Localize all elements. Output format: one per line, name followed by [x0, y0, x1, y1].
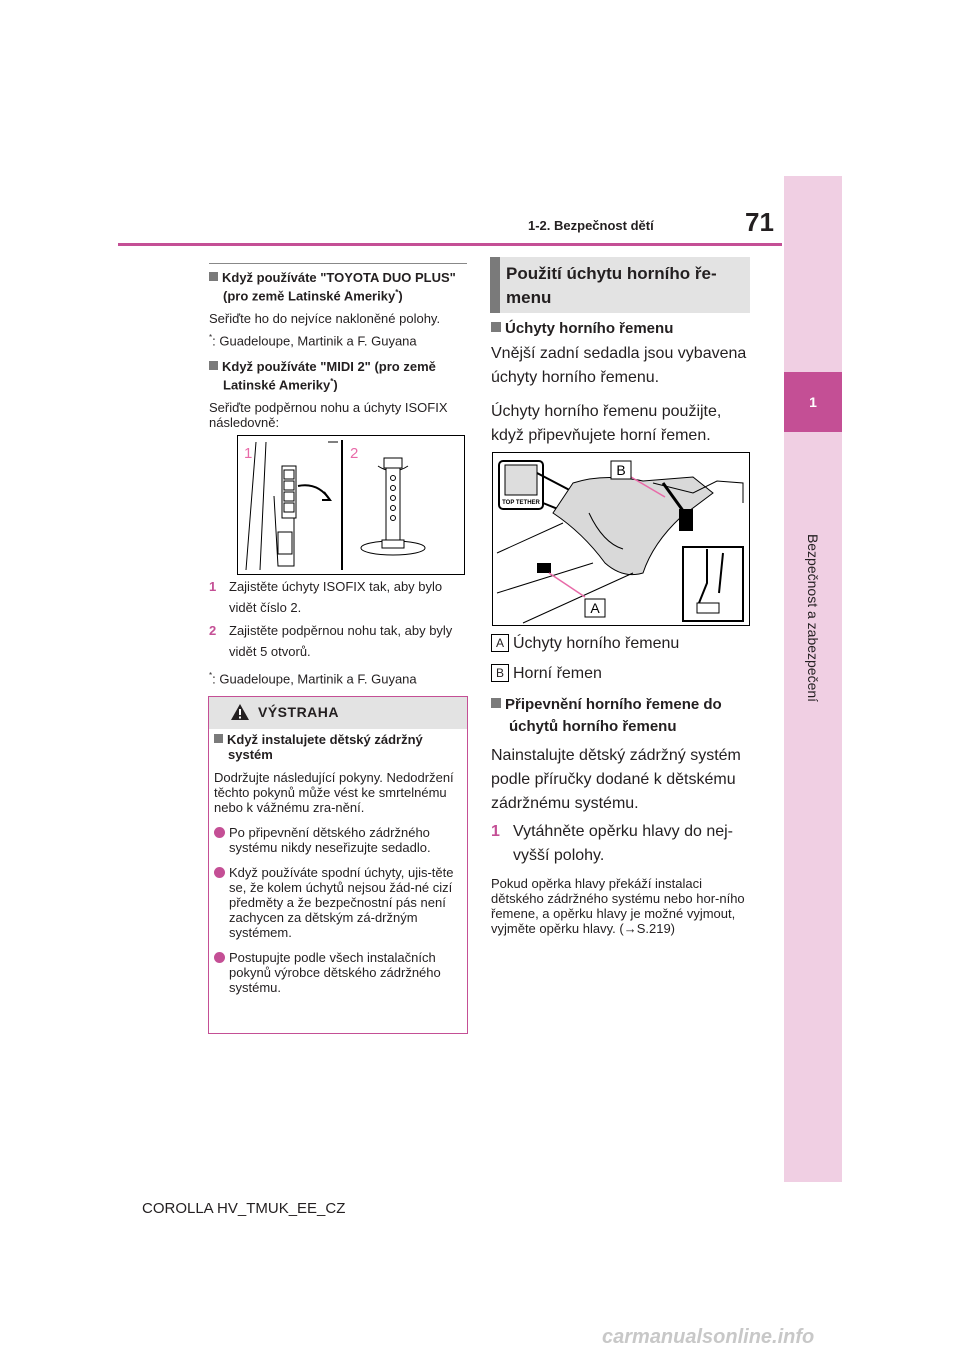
bullet-dot-icon [214, 952, 225, 963]
footnote: *: Guadeloupe, Martinik a F. Guyana [209, 333, 417, 349]
legend-a: A Úchyty horního řemenu [491, 632, 753, 656]
isofix-figure [237, 435, 465, 575]
top-tether-illustration [493, 453, 749, 625]
paragraph: Seřiďte ho do nejvíce nakloněné polohy. [209, 311, 441, 327]
square-bullet-icon [209, 272, 218, 281]
paragraph: Vnější zadní sedadla jsou vybavena úchyty horního řemenu. [491, 345, 747, 386]
step-1: 1 Zajistěte úchyty ISOFIX tak, aby bylo vidět číslo 2. [209, 579, 443, 615]
fig-label-1: 1 [244, 445, 253, 462]
warning-heading: Když instalujete dětský zádržný systém [214, 732, 464, 762]
subheading-duo-plus: Když používáte "TOYOTA DUO PLUS" (pro země Latinské Ameriky*) [209, 270, 467, 303]
square-bullet-icon [491, 698, 501, 708]
warning-bullet: Postupujte podle všech instalačních pokynů výrobce dětského zádržného systému. [214, 950, 464, 995]
warning-title: VÝSTRAHA [258, 704, 340, 720]
chapter-label: Bezpečnost a zabezpečení [805, 533, 821, 703]
chapter-number: 1 [784, 372, 842, 432]
subheading-midi-2: Když používáte "MIDI 2" (pro země Latinské Ameriky*) [209, 359, 467, 392]
square-bullet-icon [491, 322, 501, 332]
warning-triangle-icon [230, 703, 250, 721]
step-2: 2 Zajistěte podpěrnou nohu tak, aby byly vidět 5 otvorů. [209, 623, 453, 659]
isofix-illustration [238, 436, 464, 574]
top-tether-figure [492, 452, 750, 626]
paragraph: Úchyty horního řemenu použijte, když připevňujete horní řemen. [491, 403, 722, 444]
warning-intro: Dodržujte následující pokyny. Nedodržení těchto pokynů může vést ke smrtelnému nebo k vážnému zra-nění. [214, 770, 454, 815]
warning-bullet: Po připevnění dětského zádržného systému nikdy neseřizujte sedadlo. [214, 825, 464, 855]
legend-letter-a: A [491, 634, 509, 652]
square-bullet-icon [209, 361, 218, 370]
right-column-bottom [491, 632, 753, 936]
subheading-tether-anchors: Úchyty horního řemenu [491, 318, 753, 340]
left-steps [209, 576, 467, 686]
page-number: 71 [745, 207, 774, 237]
left-column [209, 270, 467, 430]
header-rule [118, 243, 782, 246]
footnote: *: Guadeloupe, Martinik a F. Guyana [209, 671, 417, 687]
paragraph: Nainstalujte dětský zádržný systém podle příručky dodané k dětskému zádržnému systému. [491, 747, 741, 812]
warning-content [214, 732, 464, 995]
step-1: 1 Vytáhněte opěrku hlavy do nej-vyšší polohy. [491, 823, 733, 864]
section-title: 1-2. Bezpečnost dětí [528, 218, 654, 233]
divider [209, 263, 467, 264]
bullet-dot-icon [214, 827, 225, 838]
watermark-logo: carmanualsonline.info [602, 1326, 815, 1348]
topic-heading-bar [490, 257, 500, 313]
callout-b: B [616, 462, 626, 478]
warning-bullet: Když používáte spodní úchyty, ujis-těte se, že kolem úchytů nejsou žád-né cizí předměty a že bezpečnostní pás není zachycen za dětským zá-držným systémem. [214, 865, 464, 940]
fig-label-2: 2 [350, 445, 359, 462]
square-bullet-icon [214, 734, 223, 743]
footer-model-code: COROLLA HV_TMUK_EE_CZ [142, 1200, 346, 1217]
legend-b: B Horní řemen [491, 662, 753, 686]
top-tether-tag: TOP TETHER [502, 500, 540, 506]
note-paragraph: Pokud opěrka hlavy překáží instalaci dětského zádržného systému nebo hor-ního řemene, a opěrku hlavy je možné vyjmout, vyjměte opěrku hlavy. (→S.219) [491, 876, 745, 936]
legend-letter-b: B [491, 664, 509, 682]
callout-a: A [590, 600, 600, 616]
paragraph: Seřiďte podpěrnou nohu a úchyty ISOFIX následovně: [209, 399, 448, 430]
right-column-top [491, 318, 753, 448]
subheading-attach-tether: Připevnění horního řemene do úchytů horního řemenu [491, 694, 753, 738]
bullet-dot-icon [214, 867, 225, 878]
topic-heading: Použití úchytu horního ře-menu [506, 264, 717, 307]
